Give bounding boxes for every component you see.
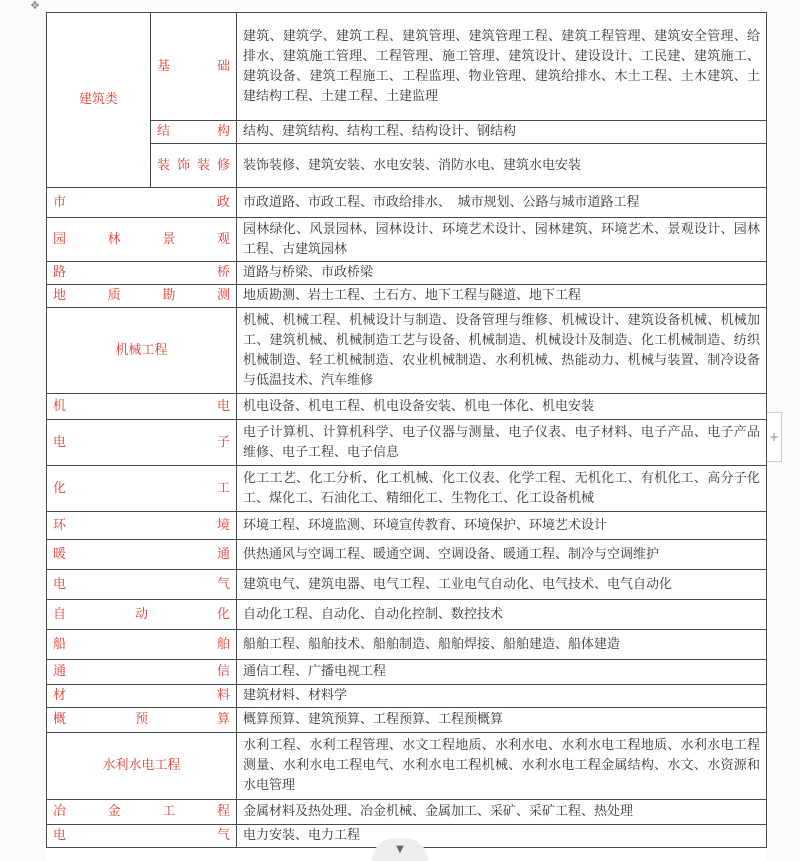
- category-cell: 通 信: [47, 660, 237, 685]
- majors-cell: 装饰装修、建筑安装、水电安装、消防水电、建筑水电安装: [237, 144, 767, 188]
- majors-cell: 环境工程、环境监测、环境宣传教育、环境保护、环境艺术设计: [237, 512, 767, 540]
- category-cell: 电 子: [47, 420, 237, 466]
- table-row: [47, 394, 767, 420]
- table-row: [47, 13, 767, 121]
- category-cell: 自动化: [47, 600, 237, 630]
- table-row: [47, 420, 767, 466]
- majors-cell: 建筑、建筑学、建筑工程、建筑管理、建筑管理工程、建筑工程管理、建筑安全管理、给排水、建筑施工管理、工程管理、施工管理、建筑设计、建设设计、工民建、建筑施工、建筑设备、建筑工程施工、工程监理、物业管理、建筑给排水、木土工程、土木建筑、土建结构工程、土建工程、土建监理: [237, 13, 767, 121]
- document-page: [46, 12, 766, 861]
- subcategory-cell: 结 构: [151, 121, 237, 144]
- table-row: [47, 600, 767, 630]
- table-move-handle[interactable]: ✥: [30, 0, 40, 12]
- category-cell: 化 工: [47, 466, 237, 512]
- table-row: [47, 733, 767, 800]
- majors-table: [46, 12, 767, 848]
- majors-cell: 机电设备、机电工程、机电设备安装、机电一体化、机电安装: [237, 394, 767, 420]
- category-cell: 冶金工程: [47, 800, 237, 825]
- majors-cell: 地质勘测、岩土工程、土石方、地下工程与隧道、地下工程: [237, 285, 767, 308]
- category-cell: 电 气: [47, 570, 237, 600]
- subcategory-cell: 基 础: [151, 13, 237, 121]
- category-cell: 机械工程: [47, 308, 237, 394]
- majors-cell: 电力安装、电力工程: [237, 825, 767, 848]
- table-row: [47, 540, 767, 570]
- majors-cell: 建筑材料、材料学: [237, 685, 767, 708]
- table-row: [47, 285, 767, 308]
- majors-cell: 道路与桥梁、市政桥梁: [237, 262, 767, 285]
- majors-cell: 自动化工程、自动化、自动化控制、数控技术: [237, 600, 767, 630]
- majors-cell: 水利工程、水利工程管理、水文工程地质、水利水电、水利水电工程地质、水利水电工程测量、水利水电工程电气、水利水电工程机械、水利水电工程金属结构、水文、水资源和水电管理: [237, 733, 767, 800]
- table-row: [47, 308, 767, 394]
- category-cell: 市 政: [47, 188, 237, 218]
- majors-cell: 化工工艺、化工分析、化工机械、化工仪表、化学工程、无机化工、有机化工、高分子化工、煤化工、石油化工、精细化工、生物化工、化工设备机械: [237, 466, 767, 512]
- add-row-button[interactable]: +: [767, 412, 782, 462]
- table-row: [47, 570, 767, 600]
- category-cell: 船 舶: [47, 630, 237, 660]
- category-cell: 概预算: [47, 708, 237, 733]
- majors-cell: 建筑电气、建筑电器、电气工程、工业电气自动化、电气技术、电气自动化: [237, 570, 767, 600]
- category-cell: 水利水电工程: [47, 733, 237, 800]
- category-cell: 园林景观: [47, 218, 237, 262]
- table-row: [47, 630, 767, 660]
- table-row: [47, 121, 767, 144]
- category-cell: 材 料: [47, 685, 237, 708]
- majors-cell: 供热通风与空调工程、暖通空调、空调设备、暖通工程、制冷与空调维护: [237, 540, 767, 570]
- table-row: [47, 262, 767, 285]
- majors-cell: 市政道路、市政工程、市政给排水、 城市规划、公路与城市道路工程: [237, 188, 767, 218]
- table-row: [47, 660, 767, 685]
- majors-cell: 电子计算机、计算机科学、电子仪器与测量、电子仪表、电子材料、电子产品、电子产品维修、电子工程、电子信息: [237, 420, 767, 466]
- table-row: [47, 188, 767, 218]
- table-row: [47, 144, 767, 188]
- category-cell: 建筑类: [47, 13, 151, 188]
- subcategory-cell: 装饰装修: [151, 144, 237, 188]
- majors-cell: 结构、建筑结构、结构工程、结构设计、钢结构: [237, 121, 767, 144]
- majors-cell: 船舶工程、船舶技术、船舶制造、船舶焊接、船舶建造、船体建造: [237, 630, 767, 660]
- table-row: [47, 466, 767, 512]
- table-row: [47, 512, 767, 540]
- category-cell: 环 境: [47, 512, 237, 540]
- table-row: [47, 218, 767, 262]
- majors-cell: 概算预算、建筑预算、工程预算、工程预概算: [237, 708, 767, 733]
- majors-cell: 园林绿化、风景园林、园林设计、环境艺术设计、园林建筑、环境艺术、景观设计、园林工程、古建筑园林: [237, 218, 767, 262]
- category-cell: 路 桥: [47, 262, 237, 285]
- table-row: [47, 800, 767, 825]
- category-cell: 电 气: [47, 825, 237, 848]
- scroll-down-button[interactable]: ▼: [372, 838, 428, 861]
- majors-cell: 金属材料及热处理、冶金机械、金属加工、采矿、采矿工程、热处理: [237, 800, 767, 825]
- table-row: [47, 685, 767, 708]
- majors-cell: 机械、机械工程、机械设计与制造、设备管理与维修、机械设计、建筑设备机械、机械加工、建筑机械、机械制造工艺与设备、机械制造、机械设计及制造、化工机械制造、纺织机械制造、轻工机械制造、农业机械制造、水利机械、热能动力、机械与装置、制冷设备与低温技术、汽车维修: [237, 308, 767, 394]
- table-row: [47, 708, 767, 733]
- category-cell: 暖 通: [47, 540, 237, 570]
- category-cell: 地质勘测: [47, 285, 237, 308]
- category-cell: 机 电: [47, 394, 237, 420]
- majors-cell: 通信工程、广播电视工程: [237, 660, 767, 685]
